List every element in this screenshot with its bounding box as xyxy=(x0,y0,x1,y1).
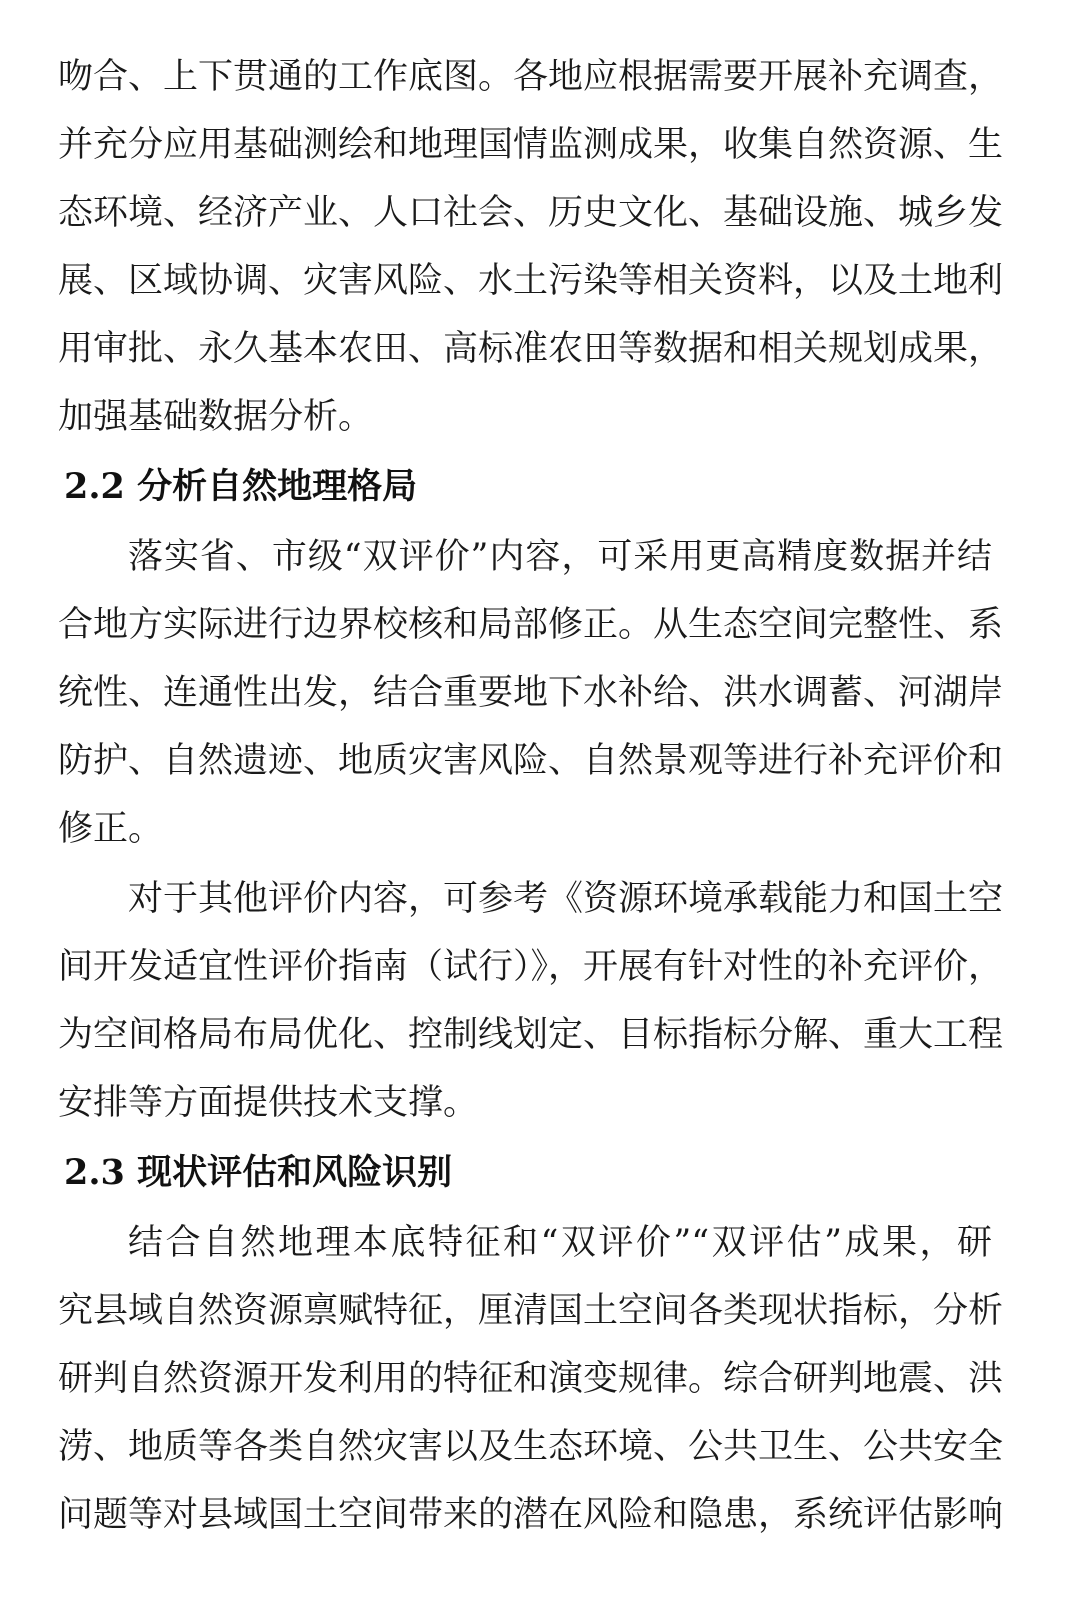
section-heading-2-3: 2.3 现状评估和风险识别 xyxy=(64,1152,453,1193)
paragraph-line: 结合自然地理本底特征和“双评价”“双评估”成果，研 xyxy=(128,1223,992,1263)
paragraph-line: 落实省、市级“双评价”内容，可采用更高精度数据并结 xyxy=(128,537,992,577)
paragraph-line: 展、区域协调、灾害风险、水土污染等相关资料，以及土地利 xyxy=(58,261,1004,301)
section-heading-2-2: 2.2 分析自然地理格局 xyxy=(64,466,418,507)
paragraph-line: 统性、连通性出发，结合重要地下水补给、洪水调蓄、河湖岸 xyxy=(58,673,1004,713)
paragraph-line: 合地方实际进行边界校核和局部修正。从生态空间完整性、系 xyxy=(58,605,1004,645)
paragraph-line: 并充分应用基础测绘和地理国情监测成果，收集自然资源、生 xyxy=(58,125,1004,165)
paragraph-line: 问题等对县域国土空间带来的潜在风险和隐患，系统评估影响 xyxy=(58,1495,1004,1535)
paragraph-line: 安排等方面提供技术支撑。 xyxy=(58,1083,479,1123)
paragraph-line: 究县域自然资源禀赋特征，厘清国土空间各类现状指标，分析 xyxy=(58,1291,1004,1331)
paragraph-line: 防护、自然遗迹、地质灾害风险、自然景观等进行补充评价和 xyxy=(58,741,1004,781)
paragraph-line: 用审批、永久基本农田、高标准农田等数据和相关规划成果， xyxy=(58,329,1004,369)
paragraph-line: 为空间格局布局优化、控制线划定、目标指标分解、重大工程 xyxy=(58,1015,1004,1055)
paragraph-line: 间开发适宜性评价指南（试行）》，开展有针对性的补充评价， xyxy=(58,947,1004,987)
paragraph-line: 涝、地质等各类自然灾害以及生态环境、公共卫生、公共安全 xyxy=(58,1427,1004,1467)
paragraph-line: 研判自然资源开发利用的特征和演变规律。综合研判地震、洪 xyxy=(58,1359,1004,1399)
paragraph-line: 加强基础数据分析。 xyxy=(58,397,374,437)
paragraph-line: 吻合、上下贯通的工作底图。各地应根据需要开展补充调查， xyxy=(58,57,1004,97)
paragraph-line: 对于其他评价内容，可参考《资源环境承载能力和国土空 xyxy=(128,879,1004,919)
paragraph-line: 态环境、经济产业、人口社会、历史文化、基础设施、城乡发 xyxy=(58,193,1004,233)
paragraph-line: 修正。 xyxy=(58,809,164,849)
